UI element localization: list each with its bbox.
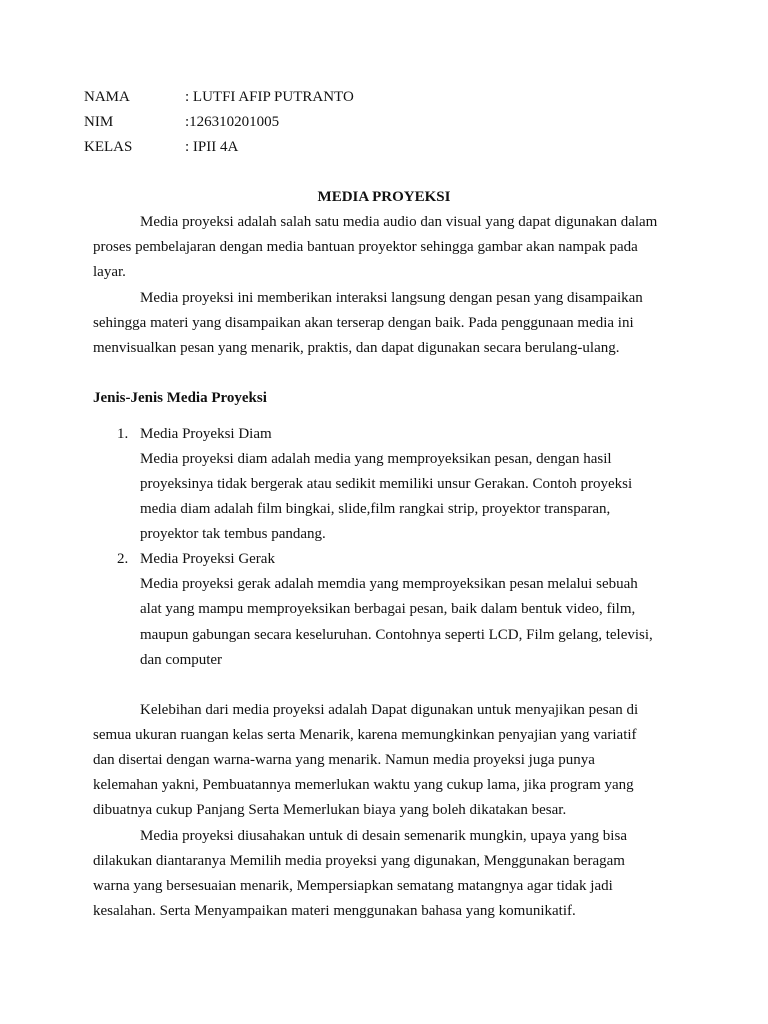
paragraph-line: sehingga materi yang disampaikan akan terserap dengan baik. Pada penggunaan media ini [93, 315, 634, 331]
list-item-line: dan computer [140, 652, 223, 668]
identity-label: NAMA [84, 89, 130, 105]
identity-value: : IPII 4A [185, 139, 239, 155]
list-item-line: proyektor tak tembus pandang. [140, 526, 326, 542]
paragraph-line: kesalahan. Serta Menyampaikan materi menggunakan bahasa yang komunikatif. [93, 903, 576, 919]
list-item-number: 2. [117, 551, 129, 567]
paragraph-line: Media proyeksi diusahakan untuk di desain semenarik mungkin, upaya yang bisa [140, 828, 627, 844]
paragraph-line: dilakukan diantaranya Memilih media proyeksi yang digunakan, Menggunakan beragam [93, 853, 625, 869]
list-item-line: Media proyeksi gerak adalah memdia yang memproyeksikan pesan melalui sebuah [140, 576, 638, 592]
list-item-line: media diam adalah film bingkai, slide,film rangkai strip, proyektor transparan, [140, 501, 611, 517]
list-item-title: Media Proyeksi Diam [140, 426, 272, 442]
identity-label: KELAS [84, 139, 133, 155]
paragraph-line: dibuatnya cukup Panjang Serta Memerlukan biaya yang boleh dikatakan besar. [93, 802, 567, 818]
paragraph-line: dan disertai dengan warna-warna yang menarik. Namun media proyeksi juga punya [93, 752, 595, 768]
identity-label: NIM [84, 114, 114, 130]
document-title: MEDIA PROYEKSI [317, 189, 451, 205]
list-item-line: Media proyeksi diam adalah media yang memproyeksikan pesan, dengan hasil [140, 451, 612, 467]
paragraph-line: layar. [93, 264, 126, 280]
paragraph-line: Media proyeksi adalah salah satu media audio dan visual yang dapat digunakan dalam [140, 214, 658, 230]
identity-value: : LUTFI AFIP PUTRANTO [185, 89, 354, 105]
list-item-line: proyeksinya tidak bergerak atau sedikit memiliki unsur Gerakan. Contoh proyeksi [140, 476, 633, 492]
identity-value: :126310201005 [185, 114, 280, 130]
list-item-line: maupun gabungan secara keseluruhan. Contohnya seperti LCD, Film gelang, televisi, [140, 627, 653, 643]
paragraph-line: semua ukuran ruangan kelas serta Menarik, karena memungkinkan penyajian yang variatif [93, 727, 637, 743]
paragraph-line: menvisualkan pesan yang menarik, praktis, dan dapat digunakan secara berulang-ulang. [93, 340, 620, 356]
paragraph-line: Media proyeksi ini memberikan interaksi langsung dengan pesan yang disampaikan [140, 290, 643, 306]
list-item-title: Media Proyeksi Gerak [140, 551, 275, 567]
list-item-line: alat yang mampu memproyeksikan berbagai pesan, baik dalam bentuk video, film, [140, 601, 636, 617]
paragraph-line: warna yang bersesuaian menarik, Mempersiapkan sematang matangnya agar tidak jadi [93, 878, 613, 894]
paragraph-line: proses pembelajaran dengan media bantuan proyektor sehingga gambar akan nampak pada [93, 239, 638, 255]
section-heading: Jenis-Jenis Media Proyeksi [93, 390, 267, 406]
list-item-number: 1. [117, 426, 129, 442]
paragraph-line: Kelebihan dari media proyeksi adalah Dapat digunakan untuk menyajikan pesan di [140, 702, 639, 718]
paragraph-line: kelemahan yakni, Pembuatannya memerlukan waktu yang cukup lama, jika program yang [93, 777, 634, 793]
